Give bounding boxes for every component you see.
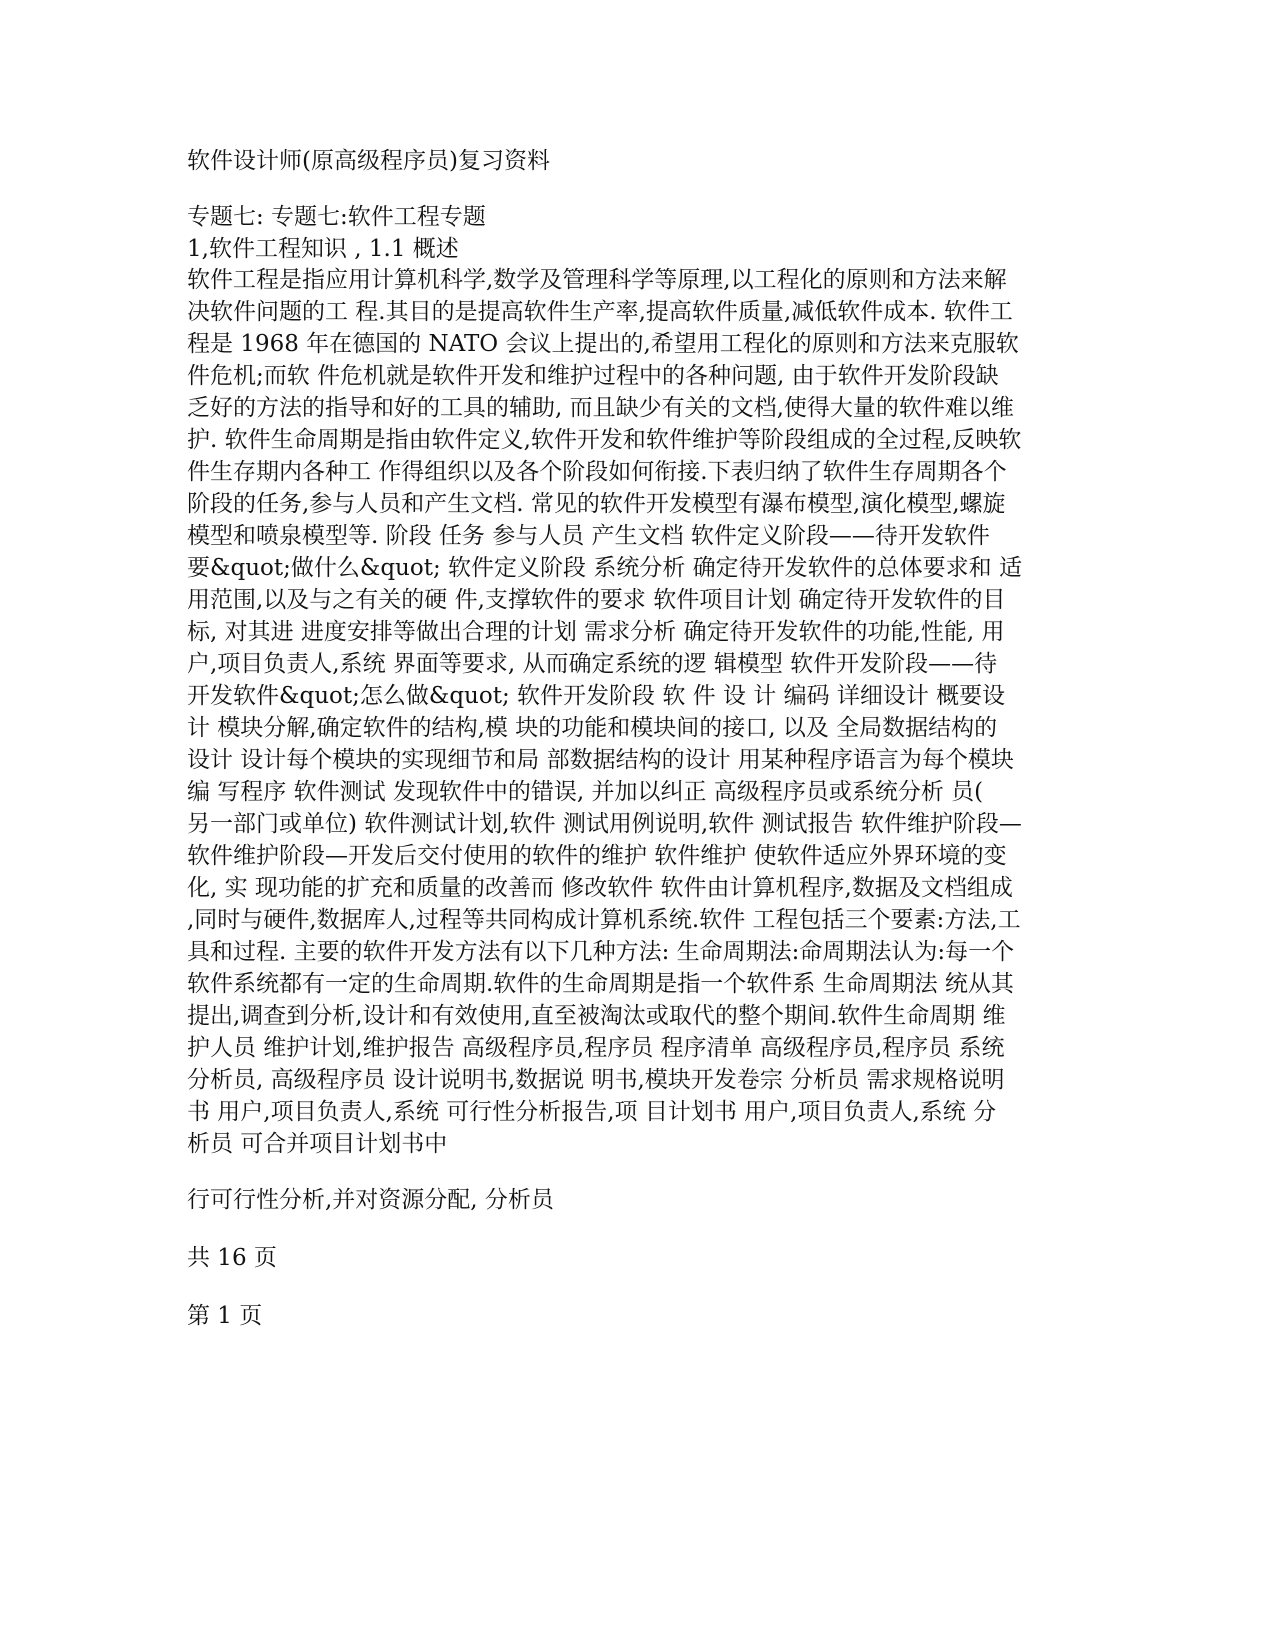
body-line: 书 用户,项目负责人,系统 可行性分析报告,项 目计划书 用户,项目负责人,系统 分 xyxy=(187,1099,997,1125)
body-line: 用范围,以及与之有关的硬 件,支撑软件的要求 软件项目计划 确定待开发软件的目 xyxy=(187,587,1006,613)
body-line: 软件系统都有一定的生命周期.软件的生命周期是指一个软件系 生命周期法 统从其 xyxy=(187,971,1014,997)
document-title: 软件设计师(原高级程序员)复习资料 xyxy=(187,148,550,174)
body-line: 件生存期内各种工 作得组织以及各个阶段如何衔接.下表归纳了软件生存周期各个 xyxy=(187,459,1007,485)
body-line: 户,项目负责人,系统 界面等要求, 从而确定系统的逻 辑模型 软件开发阶段——待 xyxy=(187,651,998,677)
body-line: 护人员 维护计划,维护报告 高级程序员,程序员 程序清单 高级程序员,程序员 系统 xyxy=(187,1035,1005,1061)
body-line: 编 写程序 软件测试 发现软件中的错误, 并加以纠正 高级程序员或系统分析 员( xyxy=(187,779,984,805)
body-line: 乏好的方法的指导和好的工具的辅助, 而且缺少有关的文档,使得大量的软件难以维 xyxy=(187,395,1014,421)
body-line: 阶段的任务,参与人员和产生文档. 常见的软件开发模型有瀑布模型,演化模型,螺旋 xyxy=(187,491,1006,517)
body-line: 提出,调查到分析,设计和有效使用,直至被淘汰或取代的整个期间.软件生命周期 维 xyxy=(187,1003,1006,1029)
body-line: 软件工程是指应用计算机科学,数学及管理科学等原理,以工程化的原则和方法来解 xyxy=(187,267,1007,293)
body-line: 护. 软件生命周期是指由软件定义,软件开发和软件维护等阶段组成的全过程,反映软 xyxy=(187,427,1022,453)
total-pages: 共 16 页 xyxy=(187,1245,277,1271)
body-line: 化, 实 现功能的扩充和质量的改善而 修改软件 软件由计算机程序,数据及文档组成 xyxy=(187,875,1013,901)
body-line: 决软件问题的工 程.其目的是提高软件生产率,提高软件质量,减低软件成本. 软件工 xyxy=(187,299,1013,325)
body-line: 开发软件&quot;怎么做&quot; 软件开发阶段 软 件 设 计 编码 详细设计 概要设 xyxy=(187,683,1006,709)
body-line: 要&quot;做什么&quot; 软件定义阶段 系统分析 确定待开发软件的总体要求和 适 xyxy=(187,555,1022,581)
body-line: ,同时与硬件,数据库人,过程等共同构成计算机系统.软件 工程包括三个要素:方法,工 xyxy=(187,907,1021,933)
body-line: 计 模块分解,确定软件的结构,模 块的功能和模块间的接口, 以及 全局数据结构的 xyxy=(187,715,998,741)
body-line: 标, 对其进 进度安排等做出合理的计划 需求分析 确定待开发软件的功能,性能, 用 xyxy=(187,619,1005,645)
extra-line: 行可行性分析,并对资源分配, 分析员 xyxy=(187,1187,554,1213)
body-line: 程是 1968 年在德国的 NATO 会议上提出的,希望用工程化的原则和方法来克服软 xyxy=(187,331,1019,357)
body-line: 软件维护阶段—开发后交付使用的软件的维护 软件维护 使软件适应外界环境的变 xyxy=(187,843,1007,869)
body-line: 设计 设计每个模块的实现细节和局 部数据结构的设计 用某种程序语言为每个模块 xyxy=(187,747,1014,773)
body-line: 析员 可合并项目计划书中 xyxy=(187,1131,448,1157)
current-page: 第 1 页 xyxy=(187,1303,263,1329)
topic-heading: 专题七: 专题七:软件工程专题 xyxy=(187,204,486,230)
body-line: 具和过程. 主要的软件开发方法有以下几种方法: 生命周期法:命周期法认为:每一个 xyxy=(187,939,1015,965)
section-heading: 1,软件工程知识 , 1.1 概述 xyxy=(187,236,459,262)
body-line: 件危机;而软 件危机就是软件开发和维护过程中的各种问题, 由于软件开发阶段缺 xyxy=(187,363,999,389)
body-line: 另一部门或单位) 软件测试计划,软件 测试用例说明,软件 测试报告 软件维护阶段— xyxy=(187,811,1022,837)
body-line: 分析员, 高级程序员 设计说明书,数据说 明书,模块开发卷宗 分析员 需求规格说明 xyxy=(187,1067,1005,1093)
body-line: 模型和喷泉模型等. 阶段 任务 参与人员 产生文档 软件定义阶段——待开发软件 xyxy=(187,523,990,549)
